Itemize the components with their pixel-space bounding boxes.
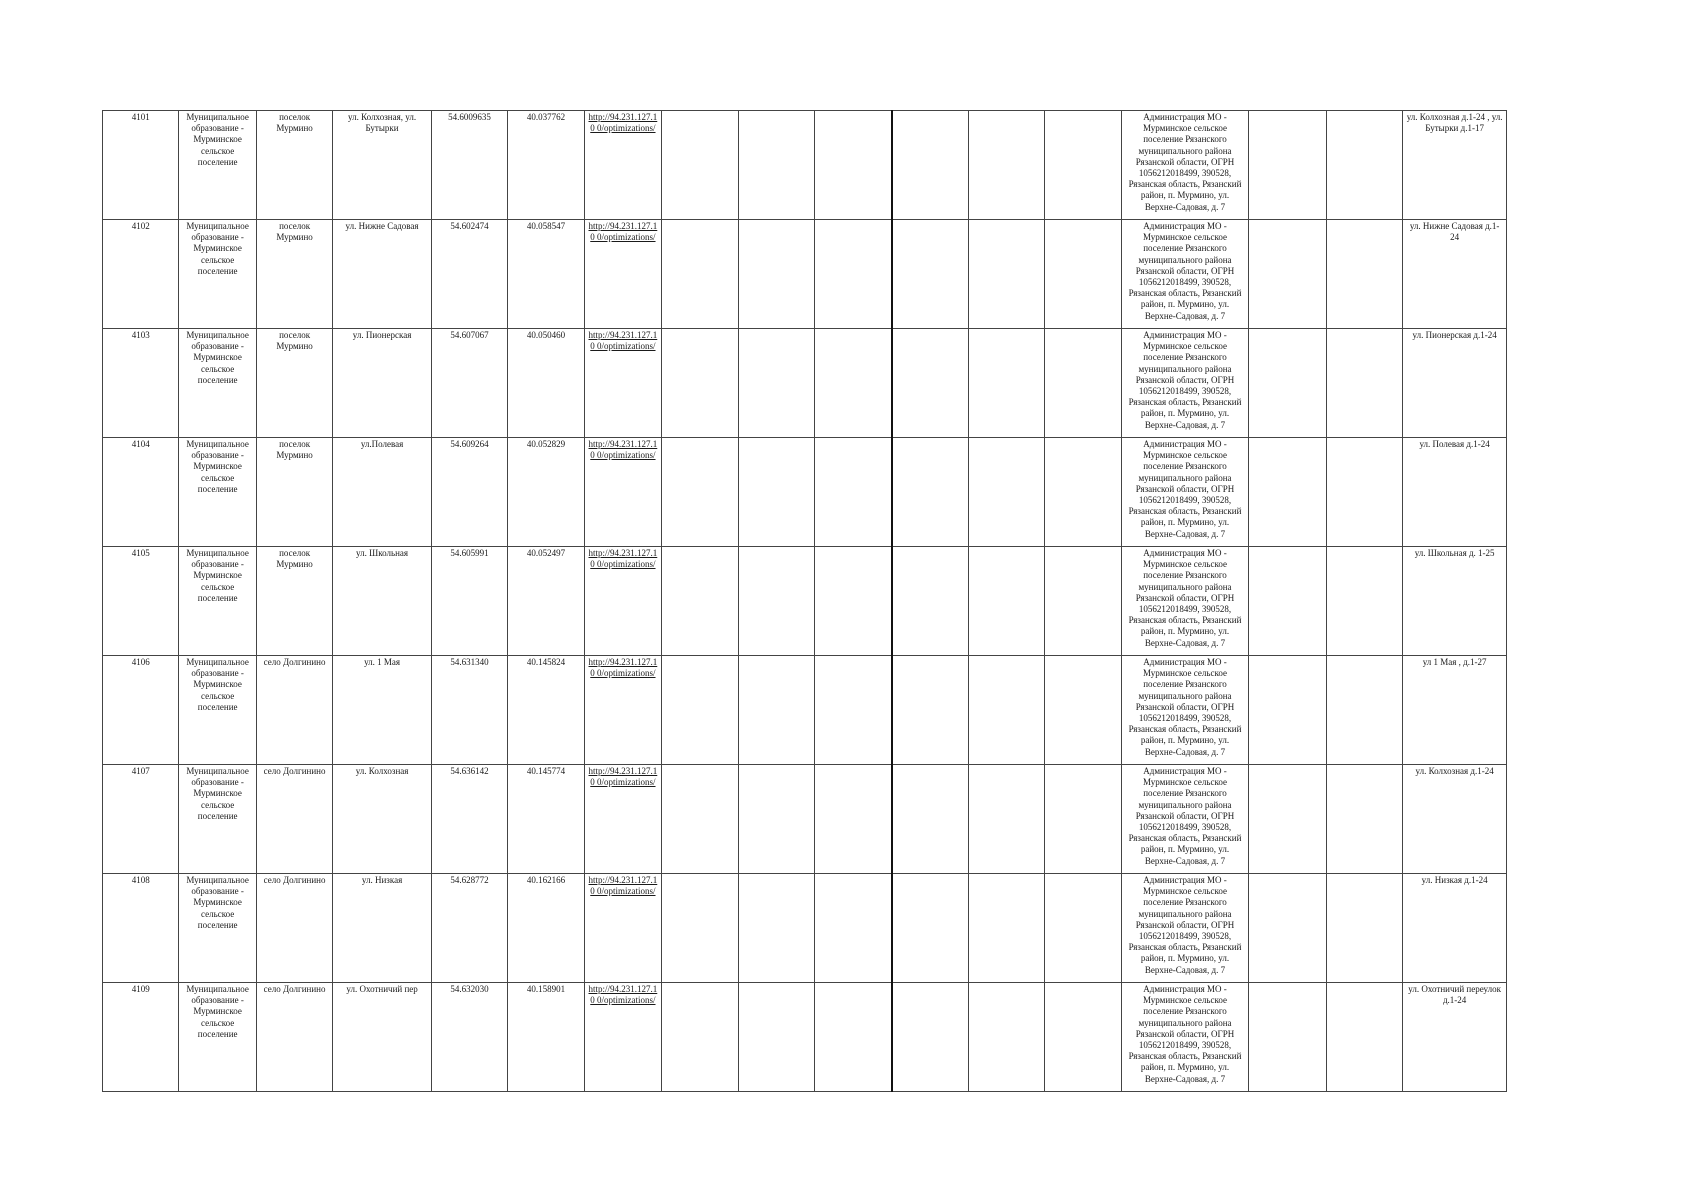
row-id-cell: 4102: [103, 220, 179, 329]
municipality-cell: Муниципальное образование - Мурминское сельское поселение: [179, 874, 256, 983]
municipality-cell: Муниципальное образование - Мурминское сельское поселение: [179, 656, 256, 765]
empty-cell: [968, 329, 1044, 438]
empty-cell: [738, 656, 814, 765]
empty-cell: [814, 874, 891, 983]
latitude-cell: 54.628772: [431, 874, 507, 983]
optimizations-link[interactable]: http://94.231.127.10 0/optimizations/: [588, 439, 658, 461]
street-cell: ул. Школьная: [333, 547, 432, 656]
table-row: [103, 220, 1507, 329]
empty-cell: [738, 983, 814, 1092]
settlement-cell: поселок Мурмино: [256, 329, 332, 438]
municipality-cell: Муниципальное образование - Мурминское сельское поселение: [179, 329, 256, 438]
link-cell: [584, 656, 661, 765]
empty-cell: [968, 547, 1044, 656]
link-cell: [584, 438, 661, 547]
empty-cell: [1249, 220, 1326, 329]
table-row: [103, 111, 1507, 220]
empty-cell: [1045, 656, 1121, 765]
link-cell: [584, 547, 661, 656]
empty-cell: [1326, 220, 1402, 329]
table-row: [103, 438, 1507, 547]
owner-cell: Администрация МО - Мурминское сельское поселение Рязанского муниципального района Рязанской области, ОГРН 1056212018499, 390528, Рязанская область, Рязанский район, п. Мурмино, ул. Верхне-Садовая, д. 7: [1121, 765, 1249, 874]
empty-cell: [814, 547, 891, 656]
empty-cell: [1045, 329, 1121, 438]
empty-cell: [814, 111, 891, 220]
settlement-cell: поселок Мурмино: [256, 438, 332, 547]
empty-cell: [1045, 547, 1121, 656]
row-id-cell: 4108: [103, 874, 179, 983]
empty-cell: [738, 874, 814, 983]
row-id-cell: 4101: [103, 111, 179, 220]
empty-cell: [1045, 874, 1121, 983]
municipality-cell: Муниципальное образование - Мурминское сельское поселение: [179, 983, 256, 1092]
settlement-cell: поселок Мурмино: [256, 220, 332, 329]
street-cell: ул. Колхозная, ул. Бутырки: [333, 111, 432, 220]
empty-cell: [814, 438, 891, 547]
empty-cell: [738, 765, 814, 874]
street-cell: ул. 1 Мая: [333, 656, 432, 765]
houses-cell: ул. Колхозная д.1-24 , ул. Бутырки д.1-17: [1403, 111, 1507, 220]
empty-cell: [892, 329, 968, 438]
empty-cell: [892, 983, 968, 1092]
empty-cell: [1249, 547, 1326, 656]
row-id-cell: 4106: [103, 656, 179, 765]
settlement-cell: село Долгинино: [256, 765, 332, 874]
empty-cell: [1249, 111, 1326, 220]
empty-cell: [892, 656, 968, 765]
link-cell: [584, 765, 661, 874]
empty-cell: [662, 874, 738, 983]
empty-cell: [968, 220, 1044, 329]
owner-cell: Администрация МО - Мурминское сельское поселение Рязанского муниципального района Рязанской области, ОГРН 1056212018499, 390528, Рязанская область, Рязанский район, п. Мурмино, ул. Верхне-Садовая, д. 7: [1121, 329, 1249, 438]
link-cell: [584, 111, 661, 220]
houses-cell: ул. Пионерская д.1-24: [1403, 329, 1507, 438]
link-cell: [584, 220, 661, 329]
row-id-cell: 4107: [103, 765, 179, 874]
longitude-cell: 40.145774: [508, 765, 584, 874]
houses-cell: ул. Школьная д. 1-25: [1403, 547, 1507, 656]
empty-cell: [814, 983, 891, 1092]
street-cell: ул. Нижне Садовая: [333, 220, 432, 329]
empty-cell: [662, 438, 738, 547]
owner-cell: Администрация МО - Мурминское сельское поселение Рязанского муниципального района Рязанской области, ОГРН 1056212018499, 390528, Рязанская область, Рязанский район, п. Мурмино, ул. Верхне-Садовая, д. 7: [1121, 111, 1249, 220]
empty-cell: [892, 220, 968, 329]
empty-cell: [662, 220, 738, 329]
empty-cell: [662, 547, 738, 656]
empty-cell: [738, 329, 814, 438]
link-cell: [584, 874, 661, 983]
optimizations-link[interactable]: http://94.231.127.10 0/optimizations/: [588, 657, 658, 679]
empty-cell: [892, 111, 968, 220]
empty-cell: [892, 874, 968, 983]
owner-cell: Администрация МО - Мурминское сельское поселение Рязанского муниципального района Рязанской области, ОГРН 1056212018499, 390528, Рязанская область, Рязанский район, п. Мурмино, ул. Верхне-Садовая, д. 7: [1121, 547, 1249, 656]
empty-cell: [968, 111, 1044, 220]
link-cell: [584, 329, 661, 438]
empty-cell: [968, 765, 1044, 874]
optimizations-link[interactable]: http://94.231.127.10 0/optimizations/: [588, 112, 658, 134]
houses-cell: ул. Полевая д.1-24: [1403, 438, 1507, 547]
longitude-cell: 40.052829: [508, 438, 584, 547]
street-cell: ул. Охотничий пер: [333, 983, 432, 1092]
optimizations-link[interactable]: http://94.231.127.10 0/optimizations/: [588, 766, 658, 788]
owner-cell: Администрация МО - Мурминское сельское поселение Рязанского муниципального района Рязанской области, ОГРН 1056212018499, 390528, Рязанская область, Рязанский район, п. Мурмино, ул. Верхне-Садовая, д. 7: [1121, 874, 1249, 983]
street-cell: ул. Низкая: [333, 874, 432, 983]
empty-cell: [738, 438, 814, 547]
empty-cell: [814, 765, 891, 874]
empty-cell: [1249, 874, 1326, 983]
optimizations-link[interactable]: http://94.231.127.10 0/optimizations/: [588, 221, 658, 243]
empty-cell: [1045, 983, 1121, 1092]
owner-cell: Администрация МО - Мурминское сельское поселение Рязанского муниципального района Рязанской области, ОГРН 1056212018499, 390528, Рязанская область, Рязанский район, п. Мурмино, ул. Верхне-Садовая, д. 7: [1121, 983, 1249, 1092]
municipality-cell: Муниципальное образование - Мурминское сельское поселение: [179, 111, 256, 220]
settlement-cell: поселок Мурмино: [256, 547, 332, 656]
houses-cell: ул. Нижне Садовая д.1-24: [1403, 220, 1507, 329]
row-id-cell: 4104: [103, 438, 179, 547]
empty-cell: [662, 111, 738, 220]
empty-cell: [968, 983, 1044, 1092]
owner-cell: Администрация МО - Мурминское сельское поселение Рязанского муниципального района Рязанской области, ОГРН 1056212018499, 390528, Рязанская область, Рязанский район, п. Мурмино, ул. Верхне-Садовая, д. 7: [1121, 656, 1249, 765]
street-cell: ул. Колхозная: [333, 765, 432, 874]
table-row: [103, 656, 1507, 765]
longitude-cell: 40.158901: [508, 983, 584, 1092]
empty-cell: [1249, 329, 1326, 438]
table-row: [103, 547, 1507, 656]
empty-cell: [1249, 656, 1326, 765]
empty-cell: [968, 656, 1044, 765]
settlement-cell: поселок Мурмино: [256, 111, 332, 220]
owner-cell: Администрация МО - Мурминское сельское поселение Рязанского муниципального района Рязанской области, ОГРН 1056212018499, 390528, Рязанская область, Рязанский район, п. Мурмино, ул. Верхне-Садовая, д. 7: [1121, 220, 1249, 329]
empty-cell: [1045, 111, 1121, 220]
empty-cell: [892, 438, 968, 547]
empty-cell: [1326, 983, 1402, 1092]
empty-cell: [814, 329, 891, 438]
empty-cell: [1326, 874, 1402, 983]
empty-cell: [662, 656, 738, 765]
settlement-cell: село Долгинино: [256, 656, 332, 765]
empty-cell: [1326, 547, 1402, 656]
optimizations-link[interactable]: http://94.231.127.10 0/optimizations/: [588, 330, 658, 352]
longitude-cell: 40.037762: [508, 111, 584, 220]
houses-cell: ул. Колхозная д.1-24: [1403, 765, 1507, 874]
empty-cell: [1326, 438, 1402, 547]
municipality-cell: Муниципальное образование - Мурминское сельское поселение: [179, 220, 256, 329]
optimizations-link[interactable]: http://94.231.127.10 0/optimizations/: [588, 875, 658, 897]
table-row: [103, 874, 1507, 983]
table-row: [103, 329, 1507, 438]
municipality-cell: Муниципальное образование - Мурминское сельское поселение: [179, 547, 256, 656]
empty-cell: [738, 220, 814, 329]
longitude-cell: 40.050460: [508, 329, 584, 438]
longitude-cell: 40.162166: [508, 874, 584, 983]
row-id-cell: 4103: [103, 329, 179, 438]
settlement-cell: село Долгинино: [256, 983, 332, 1092]
longitude-cell: 40.058547: [508, 220, 584, 329]
empty-cell: [1249, 438, 1326, 547]
empty-cell: [1045, 220, 1121, 329]
owner-cell: Администрация МО - Мурминское сельское поселение Рязанского муниципального района Рязанской области, ОГРН 1056212018499, 390528, Рязанская область, Рязанский район, п. Мурмино, ул. Верхне-Садовая, д. 7: [1121, 438, 1249, 547]
street-cell: ул. Пионерская: [333, 329, 432, 438]
latitude-cell: 54.6009635: [431, 111, 507, 220]
empty-cell: [662, 329, 738, 438]
empty-cell: [662, 983, 738, 1092]
empty-cell: [814, 220, 891, 329]
empty-cell: [1326, 111, 1402, 220]
latitude-cell: 54.605991: [431, 547, 507, 656]
empty-cell: [1045, 765, 1121, 874]
empty-cell: [1249, 983, 1326, 1092]
municipality-cell: Муниципальное образование - Мурминское сельское поселение: [179, 438, 256, 547]
latitude-cell: 54.631340: [431, 656, 507, 765]
table-row: [103, 983, 1507, 1092]
settlement-cell: село Долгинино: [256, 874, 332, 983]
longitude-cell: 40.145824: [508, 656, 584, 765]
empty-cell: [738, 111, 814, 220]
street-cell: ул.Полевая: [333, 438, 432, 547]
optimizations-link[interactable]: http://94.231.127.10 0/optimizations/: [588, 984, 658, 1006]
empty-cell: [814, 656, 891, 765]
houses-cell: ул 1 Мая , д.1-27: [1403, 656, 1507, 765]
container-sites-table: [102, 110, 1507, 1092]
empty-cell: [1326, 329, 1402, 438]
empty-cell: [1045, 438, 1121, 547]
houses-cell: ул. Низкая д.1-24: [1403, 874, 1507, 983]
latitude-cell: 54.636142: [431, 765, 507, 874]
link-cell: [584, 983, 661, 1092]
empty-cell: [892, 765, 968, 874]
latitude-cell: 54.609264: [431, 438, 507, 547]
latitude-cell: 54.632030: [431, 983, 507, 1092]
houses-cell: ул. Охотничий переулок д.1-24: [1403, 983, 1507, 1092]
row-id-cell: 4105: [103, 547, 179, 656]
latitude-cell: 54.607067: [431, 329, 507, 438]
empty-cell: [738, 547, 814, 656]
empty-cell: [968, 438, 1044, 547]
optimizations-link[interactable]: http://94.231.127.10 0/optimizations/: [588, 548, 658, 570]
row-id-cell: 4109: [103, 983, 179, 1092]
empty-cell: [1249, 765, 1326, 874]
table-row: [103, 765, 1507, 874]
empty-cell: [968, 874, 1044, 983]
latitude-cell: 54.602474: [431, 220, 507, 329]
municipality-cell: Муниципальное образование - Мурминское сельское поселение: [179, 765, 256, 874]
empty-cell: [892, 547, 968, 656]
empty-cell: [1326, 656, 1402, 765]
empty-cell: [1326, 765, 1402, 874]
empty-cell: [662, 765, 738, 874]
longitude-cell: 40.052497: [508, 547, 584, 656]
